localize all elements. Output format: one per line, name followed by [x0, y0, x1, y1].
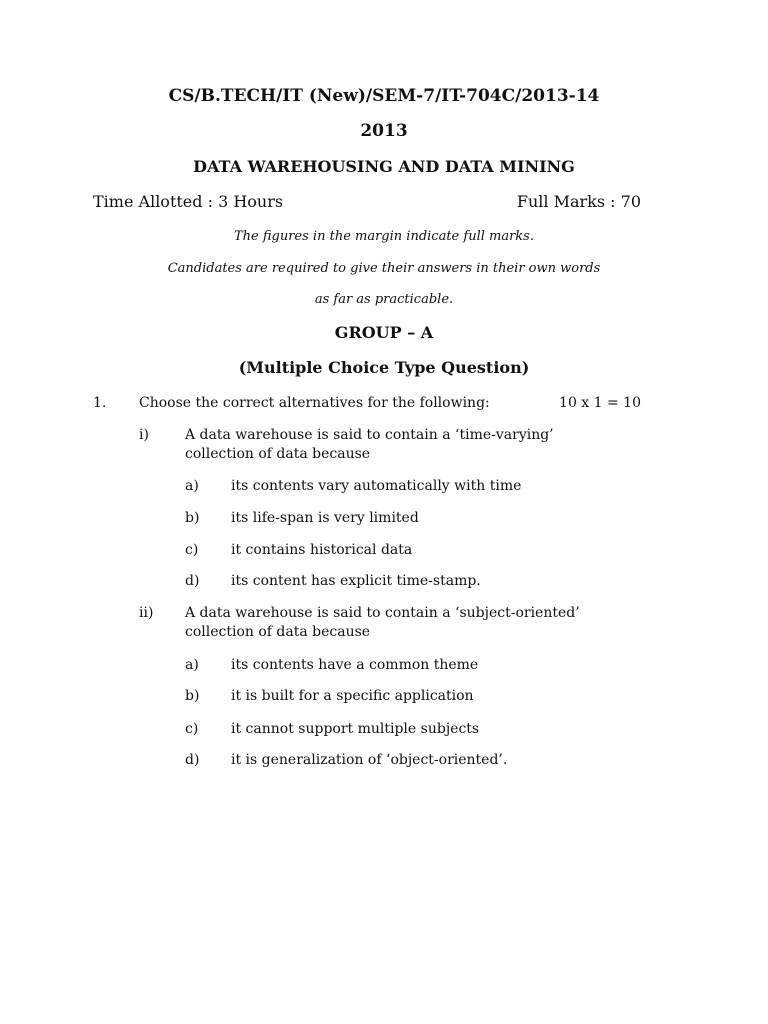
subquestion-text: collection of data because [185, 446, 371, 462]
option-text: it cannot support multiple subjects [231, 721, 480, 737]
full-marks: Full Marks : 70 [516, 192, 641, 211]
option-text: it is generalization of ‘object-oriented’. [231, 752, 508, 768]
option-text: its life-span is very limited [231, 510, 419, 526]
option-letter: d) [185, 752, 200, 768]
option-letter: d) [185, 573, 200, 589]
group-subtitle: (Multiple Choice Type Question) [238, 358, 530, 377]
question-number: 1. [93, 395, 107, 411]
instruction-line: Candidates are required to give their answers in their own words [167, 261, 601, 276]
subquestion-number: ii) [139, 605, 154, 621]
paper-title: DATA WAREHOUSING AND DATA MINING [193, 157, 575, 176]
question-marks: 10 x 1 = 10 [559, 395, 641, 411]
instruction-line: as far as practicable. [314, 292, 454, 307]
subquestion-text: collection of data because [185, 624, 371, 640]
subquestion-number: i) [139, 427, 149, 443]
subquestion-text: A data warehouse is said to contain a ‘subject-oriented’ [185, 605, 580, 621]
option-text: its contents have a common theme [231, 657, 479, 673]
option-letter: c) [185, 721, 199, 737]
option-text: its contents vary automatically with time [231, 478, 522, 494]
option-letter: a) [185, 478, 199, 494]
option-letter: c) [185, 542, 199, 558]
option-text: its content has explicit time-stamp. [231, 573, 481, 589]
option-letter: a) [185, 657, 199, 673]
paper-code: CS/B.TECH/IT (New)/SEM-7/IT-704C/2013-14 [168, 86, 600, 106]
instruction-line: The figures in the margin indicate full marks. [233, 229, 534, 244]
subquestion-text: A data warehouse is said to contain a ‘time-varying’ [185, 427, 554, 443]
option-text: it contains historical data [231, 542, 413, 558]
time-allotted: Time Allotted : 3 Hours [93, 192, 284, 211]
option-letter: b) [185, 688, 200, 704]
group-title: GROUP – A [334, 323, 434, 342]
option-text: it is built for a specific application [231, 688, 474, 704]
question-text: Choose the correct alternatives for the following: [139, 395, 490, 411]
exam-year: 2013 [360, 121, 408, 141]
option-letter: b) [185, 510, 200, 526]
